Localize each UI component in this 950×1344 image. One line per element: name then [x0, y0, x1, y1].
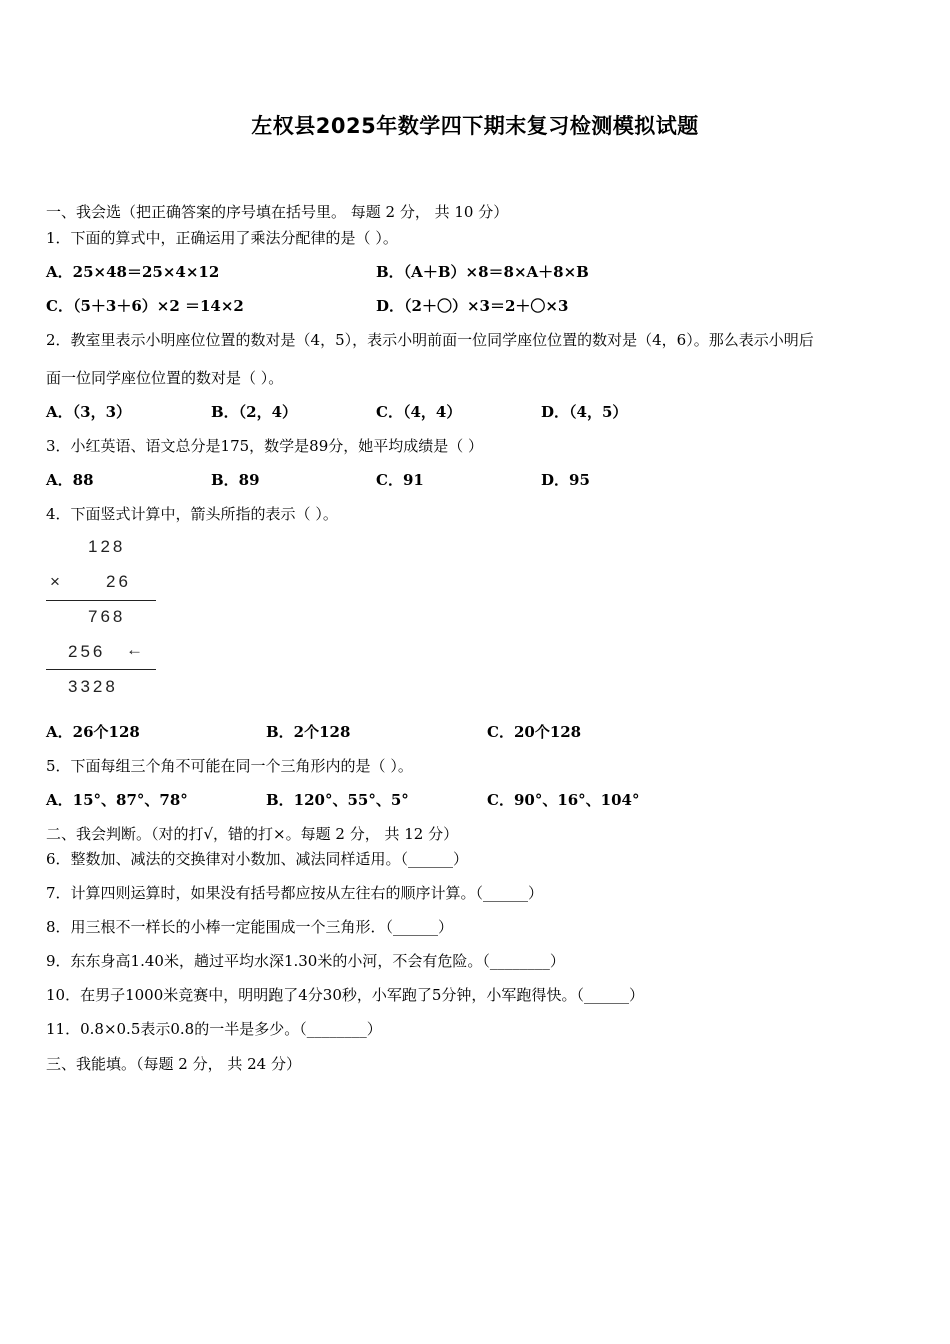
q3-option-c: C．91: [376, 471, 424, 489]
calc-times-sign: ×: [50, 572, 63, 591]
q1-option-b: B．（A＋B）×8＝8×A＋8×B: [376, 263, 589, 281]
q1-stem: 1．下面的算式中，正确运用了乘法分配律的是（ ）。: [46, 229, 398, 247]
judgement-item-9: 9．东东身高1.40米，趟过平均水深1.30米的小河，不会有危险。（________）: [46, 952, 565, 970]
arrow-left-icon: ←: [126, 640, 143, 659]
q3-stem: 3．小红英语、语文总分是175，数学是89分，她平均成绩是（ ）: [46, 437, 484, 455]
judgement-item-10: 10．在男子1000米竞赛中，明明跑了4分30秒，小军跑了5分钟，小军跑得快。（______）: [46, 986, 644, 1004]
q5-option-a: A．15°、87°、78°: [46, 791, 188, 809]
judgement-item-11: 11．0.8×0.5表示0.8的一半是多少。（________）: [46, 1020, 382, 1038]
section2-heading: 二、我会判断。（对的打√，错的打×。每题 2 分， 共 12 分）: [46, 825, 459, 843]
calc-rule-bottom: [46, 669, 156, 670]
judgement-item-7: 7．计算四则运算时，如果没有括号都应按从左往右的顺序计算。（______）: [46, 884, 544, 902]
q2-option-c: C．（4，4）: [376, 403, 462, 421]
page-title: 左权县2025年数学四下期末复习检测模拟试题: [251, 114, 699, 138]
calc-multiplier: 26: [106, 572, 131, 591]
q2-option-b: B．（2，4）: [211, 403, 298, 421]
calc-rule-top: [46, 600, 156, 601]
section3-heading: 三、我能填。（每题 2 分， 共 24 分）: [46, 1055, 301, 1073]
q4-option-c: C．20个128: [487, 723, 582, 741]
q4-stem: 4．下面竖式计算中，箭头所指的表示（ ）。: [46, 505, 338, 523]
q3-option-d: D．95: [541, 471, 590, 489]
q5-option-c: C．90°、16°、104°: [487, 791, 640, 809]
q3-option-b: B．89: [211, 471, 260, 489]
q1-option-a: A．25×48＝25×4×12: [46, 263, 220, 281]
calc-result: 3328: [68, 677, 118, 696]
calc-multiplicand: 128: [88, 537, 126, 556]
q1-option-c: C．（5＋3＋6）×2 ＝14×2: [46, 297, 244, 315]
judgement-item-6: 6．整数加、减法的交换律对小数加、减法同样适用。（______）: [46, 850, 469, 868]
q1-option-d: D．（2＋〇）×3＝2＋〇×3: [376, 297, 569, 315]
vertical-multiplication-figure: [46, 535, 161, 705]
q5-option-b: B．120°、55°、5°: [266, 791, 409, 809]
calc-partial-product-1: 768: [88, 607, 126, 626]
calc-partial-product-2: 256: [68, 642, 106, 661]
q2-stem-line2: 面一位同学座位位置的数对是（ ）。: [46, 369, 284, 387]
q4-option-b: B．2个128: [266, 723, 351, 741]
q2-stem-line1: 2．教室里表示小明座位位置的数对是（4，5），表示小明前面一位同学座位位置的数对是（4，6）。那么表示小明后: [46, 331, 814, 349]
q2-option-a: A．（3，3）: [46, 403, 132, 421]
q4-option-a: A．26个128: [46, 723, 140, 741]
q5-stem: 5．下面每组三个角不可能在同一个三角形内的是（ ）。: [46, 757, 413, 775]
section1-heading: 一、我会选（把正确答案的序号填在括号里。 每题 2 分， 共 10 分）: [46, 203, 509, 221]
q2-option-d: D．（4，5）: [541, 403, 628, 421]
q3-option-a: A．88: [46, 471, 94, 489]
judgement-item-8: 8．用三根不一样长的小棒一定能围成一个三角形．（______）: [46, 918, 454, 936]
